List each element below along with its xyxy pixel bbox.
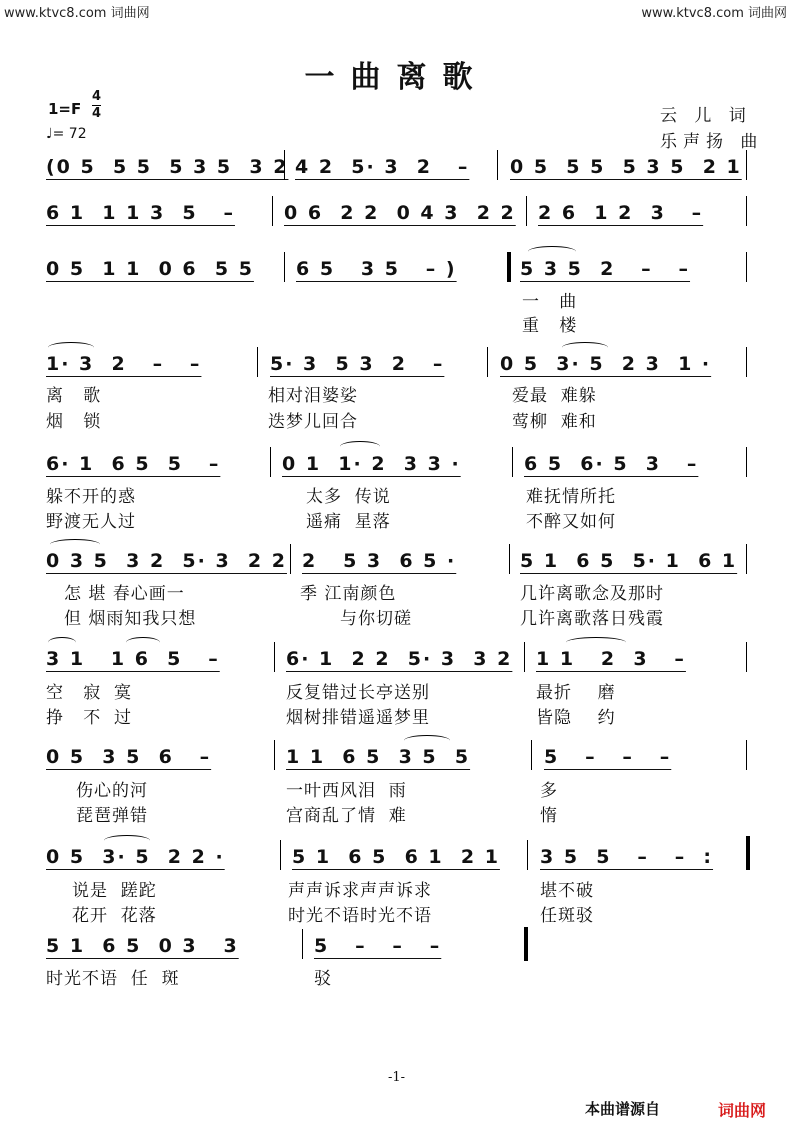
slur-mark	[48, 342, 94, 353]
lyric-line-1: 空 寂 寞	[46, 683, 133, 703]
bar-line	[526, 196, 527, 226]
measure-notes: 0 5 3 5 6 –	[46, 746, 212, 768]
lyric-line-2: 重 楼	[522, 316, 578, 336]
slur-mark	[104, 835, 150, 846]
lyric-line-1: 多	[540, 781, 558, 801]
measure-notes: 3 5 5 – – :	[540, 846, 714, 868]
bar-line	[524, 642, 525, 672]
slur-mark	[404, 735, 450, 746]
lyric-line-1: 最折 磨	[536, 683, 616, 703]
lyricist-credit: 云 儿 词	[660, 106, 752, 126]
bar-line	[746, 642, 747, 672]
bar-line	[274, 642, 275, 672]
measure-notes: 1 1 2 3 –	[536, 648, 686, 670]
lyric-line-1: 难抚情所托	[526, 487, 616, 507]
bar-line	[512, 447, 513, 477]
bar-line	[746, 252, 747, 282]
lyric-line-1: 相对泪婆娑	[268, 386, 358, 406]
page-title: 一曲离歌	[304, 60, 489, 95]
bar-line	[746, 544, 747, 574]
measure-notes: 2 5 3 6 5 ·	[302, 550, 457, 572]
measure-notes: 5 3 5 2 – –	[520, 258, 691, 280]
lyric-line-2: 烟树排错遥遥梦里	[286, 708, 430, 728]
measure-notes: 0 5 5 5 5 3 5 2 1	[510, 156, 742, 178]
slur-mark	[528, 246, 576, 257]
lyric-line-1: 离 歌	[46, 386, 102, 406]
measure-notes: 5 1 6 5 5· 1 6 1	[520, 550, 738, 572]
lyric-line-1: 一叶西风泪 雨	[286, 781, 407, 801]
site-logo[interactable]: 词曲网	[718, 1101, 767, 1120]
measure-notes: 0 5 3· 5 2 2 ·	[46, 846, 225, 868]
slur-mark	[566, 637, 626, 648]
lyric-line-2: 惰	[540, 806, 558, 826]
measure-notes: 0 3 5 3 2 5· 3 2 2	[46, 550, 287, 572]
lyric-line-1: 爱最 难躲	[512, 386, 597, 406]
measure-notes: 6· 1 6 5 5 –	[46, 453, 221, 475]
measure-notes: (0 5 5 5 5 3 5 3 2	[46, 156, 289, 178]
time-signature-top: 4	[92, 89, 102, 104]
repeat-end-bar	[746, 836, 750, 870]
lyric-line-2: 花开 花落	[72, 906, 157, 926]
measure-notes: 6 1 1 1 3 5 –	[46, 202, 235, 224]
slur-mark	[50, 539, 100, 550]
measure-notes: 0 5 3· 5 2 3 1 ·	[500, 353, 712, 375]
bar-line	[746, 740, 747, 770]
measure-notes: 2 6 1 2 3 –	[538, 202, 704, 224]
lyric-line-2: 挣 不 过	[46, 708, 133, 728]
lyric-line-2: 遥痛 星落	[306, 512, 391, 532]
bar-line	[274, 740, 275, 770]
lyric-line-1: 几许离歌念及那时	[520, 584, 664, 604]
lyric-line-1: 一 曲	[522, 292, 578, 312]
lyric-line-1: 躲不开的惑	[46, 487, 136, 507]
bar-line	[487, 347, 488, 377]
measure-notes: 1 1 6 5 3 5 5	[286, 746, 471, 768]
bar-line	[257, 347, 258, 377]
tempo-marking: ♩= 72	[46, 126, 87, 142]
slur-mark	[48, 637, 76, 648]
repeat-start-bar	[507, 252, 511, 282]
source-label: 本曲谱源自	[585, 1100, 661, 1118]
lyric-line-2: 莺柳 难和	[512, 412, 597, 432]
bar-line	[531, 740, 532, 770]
lyric-line-1: 怎 堪 春心画一	[64, 584, 185, 604]
bar-line	[284, 252, 285, 282]
watermark-right: www.ktvc8.com 词曲网	[641, 6, 787, 21]
lyric-line-1: 伤心的河	[76, 781, 148, 801]
lyric-line-1: 说是 蹉跎	[72, 881, 157, 901]
slur-mark	[340, 441, 380, 452]
composer-credit: 乐声扬 曲	[660, 132, 764, 152]
bar-line	[290, 544, 291, 574]
lyric-line-2: 时光不语时光不语	[288, 906, 432, 926]
bar-line	[746, 196, 747, 226]
key-signature: 1=F	[48, 100, 82, 118]
measure-notes: 5 – – –	[314, 935, 442, 957]
measure-notes: 0 5 1 1 0 6 5 5	[46, 258, 254, 280]
lyric-line-2: 皆隐 约	[536, 708, 616, 728]
watermark-left: www.ktvc8.com 词曲网	[4, 6, 150, 21]
lyric-line-1: 声声诉求声声诉求	[288, 881, 432, 901]
lyric-line-1: 时光不语 任 斑	[46, 969, 180, 989]
lyric-line-2: 与你切磋	[340, 609, 412, 629]
bar-line	[302, 929, 303, 959]
bar-line	[746, 347, 747, 377]
slur-mark	[562, 342, 608, 353]
measure-notes: 5· 3 5 3 2 –	[270, 353, 445, 375]
lyric-line-2: 几许离歌落日残霞	[520, 609, 664, 629]
lyric-line-1: 季 江南颜色	[300, 584, 397, 604]
bar-line	[272, 196, 273, 226]
measure-notes: 6· 1 2 2 5· 3 3 2	[286, 648, 513, 670]
lyric-line-2: 不醉又如何	[526, 512, 616, 532]
lyric-line-1: 驳	[314, 969, 332, 989]
bar-line	[509, 544, 510, 574]
bar-line	[280, 840, 281, 870]
lyric-line-1: 反复错过长亭送别	[286, 683, 430, 703]
bar-line	[270, 447, 271, 477]
lyric-line-2: 但 烟雨知我只想	[64, 609, 197, 629]
measure-notes: 6 5 6· 5 3 –	[524, 453, 699, 475]
lyric-line-2: 宫商乱了情 难	[286, 806, 407, 826]
time-signature-bottom: 4	[92, 106, 102, 121]
measure-notes: 5 1 6 5 0 3 3	[46, 935, 239, 957]
lyric-line-2: 迭梦儿回合	[268, 412, 358, 432]
measure-notes: 5 – – –	[544, 746, 672, 768]
measure-notes: 0 1 1· 2 3 3 ·	[282, 453, 461, 475]
measure-notes: 1· 3 2 – –	[46, 353, 202, 375]
page-number: -1-	[387, 1070, 406, 1085]
lyric-line-2: 琵琶弹错	[76, 806, 148, 826]
lyric-line-1: 堪不破	[540, 881, 594, 901]
final-bar	[524, 927, 528, 961]
bar-line	[527, 840, 528, 870]
bar-line	[497, 150, 498, 180]
measure-notes: 3 1 1 6 5 –	[46, 648, 220, 670]
lyric-line-2: 野渡无人过	[46, 512, 136, 532]
slur-mark	[126, 637, 160, 648]
lyric-line-1: 太多 传说	[306, 487, 391, 507]
bar-line	[746, 447, 747, 477]
bar-line	[746, 150, 747, 180]
measure-notes: 4 2 5· 3 2 –	[295, 156, 470, 178]
lyric-line-2: 任斑驳	[540, 906, 594, 926]
measure-notes: 0 6 2 2 0 4 3 2 2	[284, 202, 516, 224]
bar-line	[284, 150, 285, 180]
measure-notes: 5 1 6 5 6 1 2 1	[292, 846, 500, 868]
lyric-line-2: 烟 锁	[46, 412, 102, 432]
measure-notes: 6 5 3 5 – )	[296, 258, 457, 280]
